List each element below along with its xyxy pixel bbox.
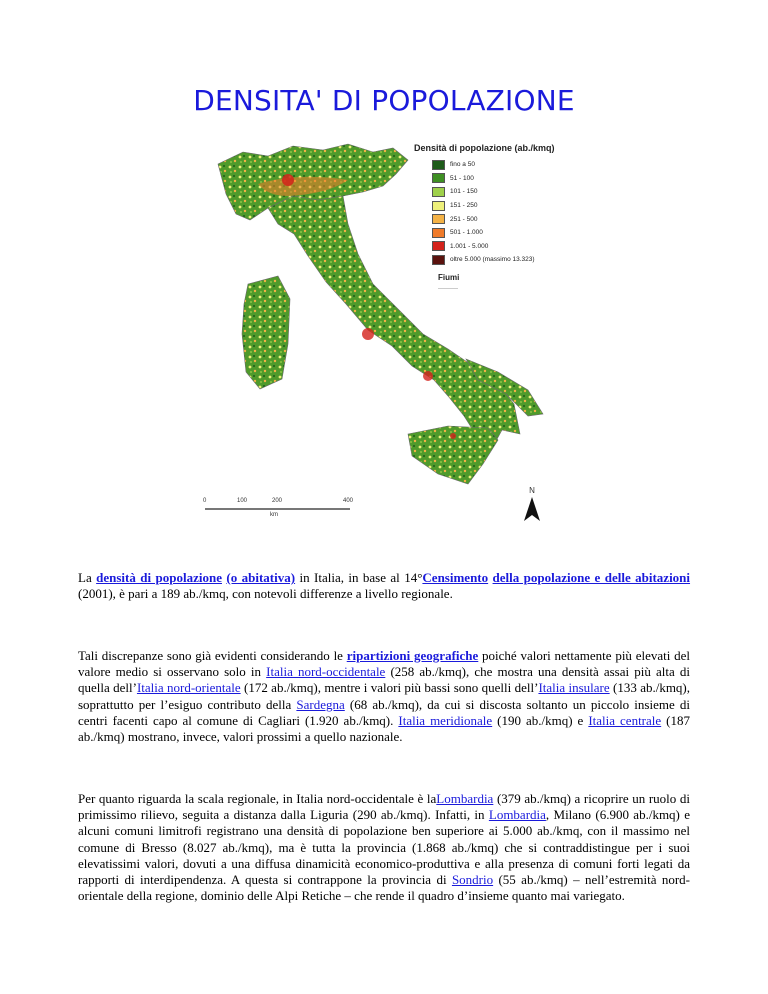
text: (68 ab./kmq), da cui si discosta soltanto un piccolo insieme di centri facenti capo al comune di Cagliari (1.920 ab./kmq). [78, 696, 690, 728]
legend-swatch [432, 187, 445, 197]
legend-swatch [432, 201, 445, 211]
text: (379 ab./kmq) a ricoprire un ruolo di primissimo rilievo, seguita a distanza dalla Liguria (290 ab./kmq). Infatti, in [78, 791, 691, 823]
legend-item [414, 240, 594, 254]
link-o-abitativa[interactable]: (o abitativa) [226, 570, 296, 585]
legend-swatch [432, 160, 445, 170]
north-label: N [529, 486, 535, 495]
link-censimento[interactable]: Censimento [422, 570, 489, 585]
scale-tick: 400 [343, 498, 354, 504]
text: (172 ab./kmq), mentre i valori più bassi sono quelli dell’ [240, 680, 539, 696]
link-densita-popolazione[interactable]: densità di popolazione [96, 570, 222, 585]
link-lombardia[interactable]: Lombardia [436, 791, 494, 806]
link-popolazione-abitazioni[interactable]: della popolazione e delle abitazioni [492, 570, 691, 585]
north-arrow [520, 486, 544, 526]
page-title: DENSITA' DI POPOLAZIONE [193, 84, 575, 117]
legend-rivers-label: Fiumi [438, 272, 460, 282]
text: (55 ab./kmq) – nell’estremità nord-orientale della regione, dominio delle Alpi Retiche – che rende il quadro d’insieme quanto mai variegato. [78, 872, 691, 904]
legend-item [414, 212, 594, 226]
legend-item [414, 185, 594, 199]
legend-label: 51 - 100 [450, 174, 474, 182]
rivers-line [438, 288, 458, 289]
text: , Milano (6.900 ab./kmq) e alcuni comuni limitrofi registrano una densità di popolazione ben superiore ai 5.000 ab./kmq, con il massimo nel comune di Bresso (8.027 ab./kmq), ma è tutta la provincia (1.868 ab./kmq) che si contraddistingue per i suoi elevatissimi valori, dovuti a una diffusa dinamicità economico-produttiva e alla presenza di comuni forti legati da rapporti di interdipendenza. A questa si contrappone la provincia di [78, 807, 690, 888]
legend-label: oltre 5.000 (massimo 13.323) [450, 256, 535, 264]
text: (133 ab./kmq), soprattutto per l’esiguo contributo della [78, 680, 691, 712]
text: La [78, 570, 97, 585]
milan-dot [282, 174, 294, 186]
paragraph-regionale [78, 791, 690, 904]
paragraph-ripartizioni [78, 648, 690, 745]
naples-dot [423, 371, 433, 381]
north-arrow-icon [520, 495, 544, 523]
legend-label: fino a 50 [450, 161, 475, 169]
link-ripartizioni-geografiche[interactable]: ripartizioni geografiche [346, 648, 479, 663]
legend-item [414, 226, 594, 240]
legend-item [414, 172, 594, 186]
legend-swatch [432, 241, 445, 251]
text: (190 ab./kmq) e [492, 712, 589, 728]
legend-swatch [432, 214, 445, 224]
text: Per quanto riguarda la scala regionale, in Italia nord-occidentale è la [78, 791, 437, 806]
legend-label: 101 - 150 [450, 188, 478, 196]
text: (187 ab./kmq) mostrano, invece, valori prossimi a quello nazionale. [78, 712, 690, 745]
link-sardegna[interactable]: Sardegna [296, 696, 345, 712]
map-scale-bar [200, 498, 360, 524]
link-italia-nord-orientale[interactable]: Italia nord-orientale [136, 680, 241, 696]
text: in Italia, in base al 14° [295, 570, 423, 585]
legend-item [414, 158, 594, 172]
legend-swatch [432, 173, 445, 183]
scale-tick: 0 [203, 498, 207, 504]
text: (258 ab./kmq), che mostra una densità assai più alta di quella dell’ [78, 664, 690, 696]
legend-label: 1.001 - 5.000 [450, 242, 489, 250]
map-legend [414, 143, 594, 289]
scale-tick: 100 [237, 498, 248, 504]
legend-item [414, 253, 594, 267]
scale-unit: km [270, 512, 278, 518]
paragraph-intro [78, 570, 690, 602]
link-lombardia[interactable]: Lombardia [488, 807, 546, 823]
text: (2001), è pari a 189 ab./kmq, con notevoli differenze a livello regionale. [78, 586, 453, 602]
legend-swatch [432, 255, 445, 265]
legend-label: 251 - 500 [450, 215, 478, 223]
legend-label: 501 - 1.000 [450, 229, 483, 237]
text: Tali discrepanze sono già evidenti considerando le [78, 648, 347, 663]
legend-item [414, 199, 594, 213]
link-italia-centrale[interactable]: Italia centrale [588, 712, 662, 728]
link-italia-meridionale[interactable]: Italia meridionale [398, 712, 493, 728]
scale-bar [205, 508, 350, 510]
legend-title: Densità di popolazione (ab./kmq) [414, 143, 555, 153]
legend-swatch [432, 228, 445, 238]
link-sondrio[interactable]: Sondrio [451, 872, 494, 888]
legend-label: 151 - 250 [450, 202, 478, 210]
text: poiché valori nettamente più elevati del valore medio si osservano solo in [78, 648, 690, 680]
rome-dot [362, 328, 374, 340]
scale-tick: 200 [272, 498, 283, 504]
link-italia-insulare[interactable]: Italia insulare [538, 680, 610, 696]
sardinia-shape [242, 276, 290, 389]
link-italia-nord-occidentale[interactable]: Italia nord-occidentale [266, 664, 386, 680]
